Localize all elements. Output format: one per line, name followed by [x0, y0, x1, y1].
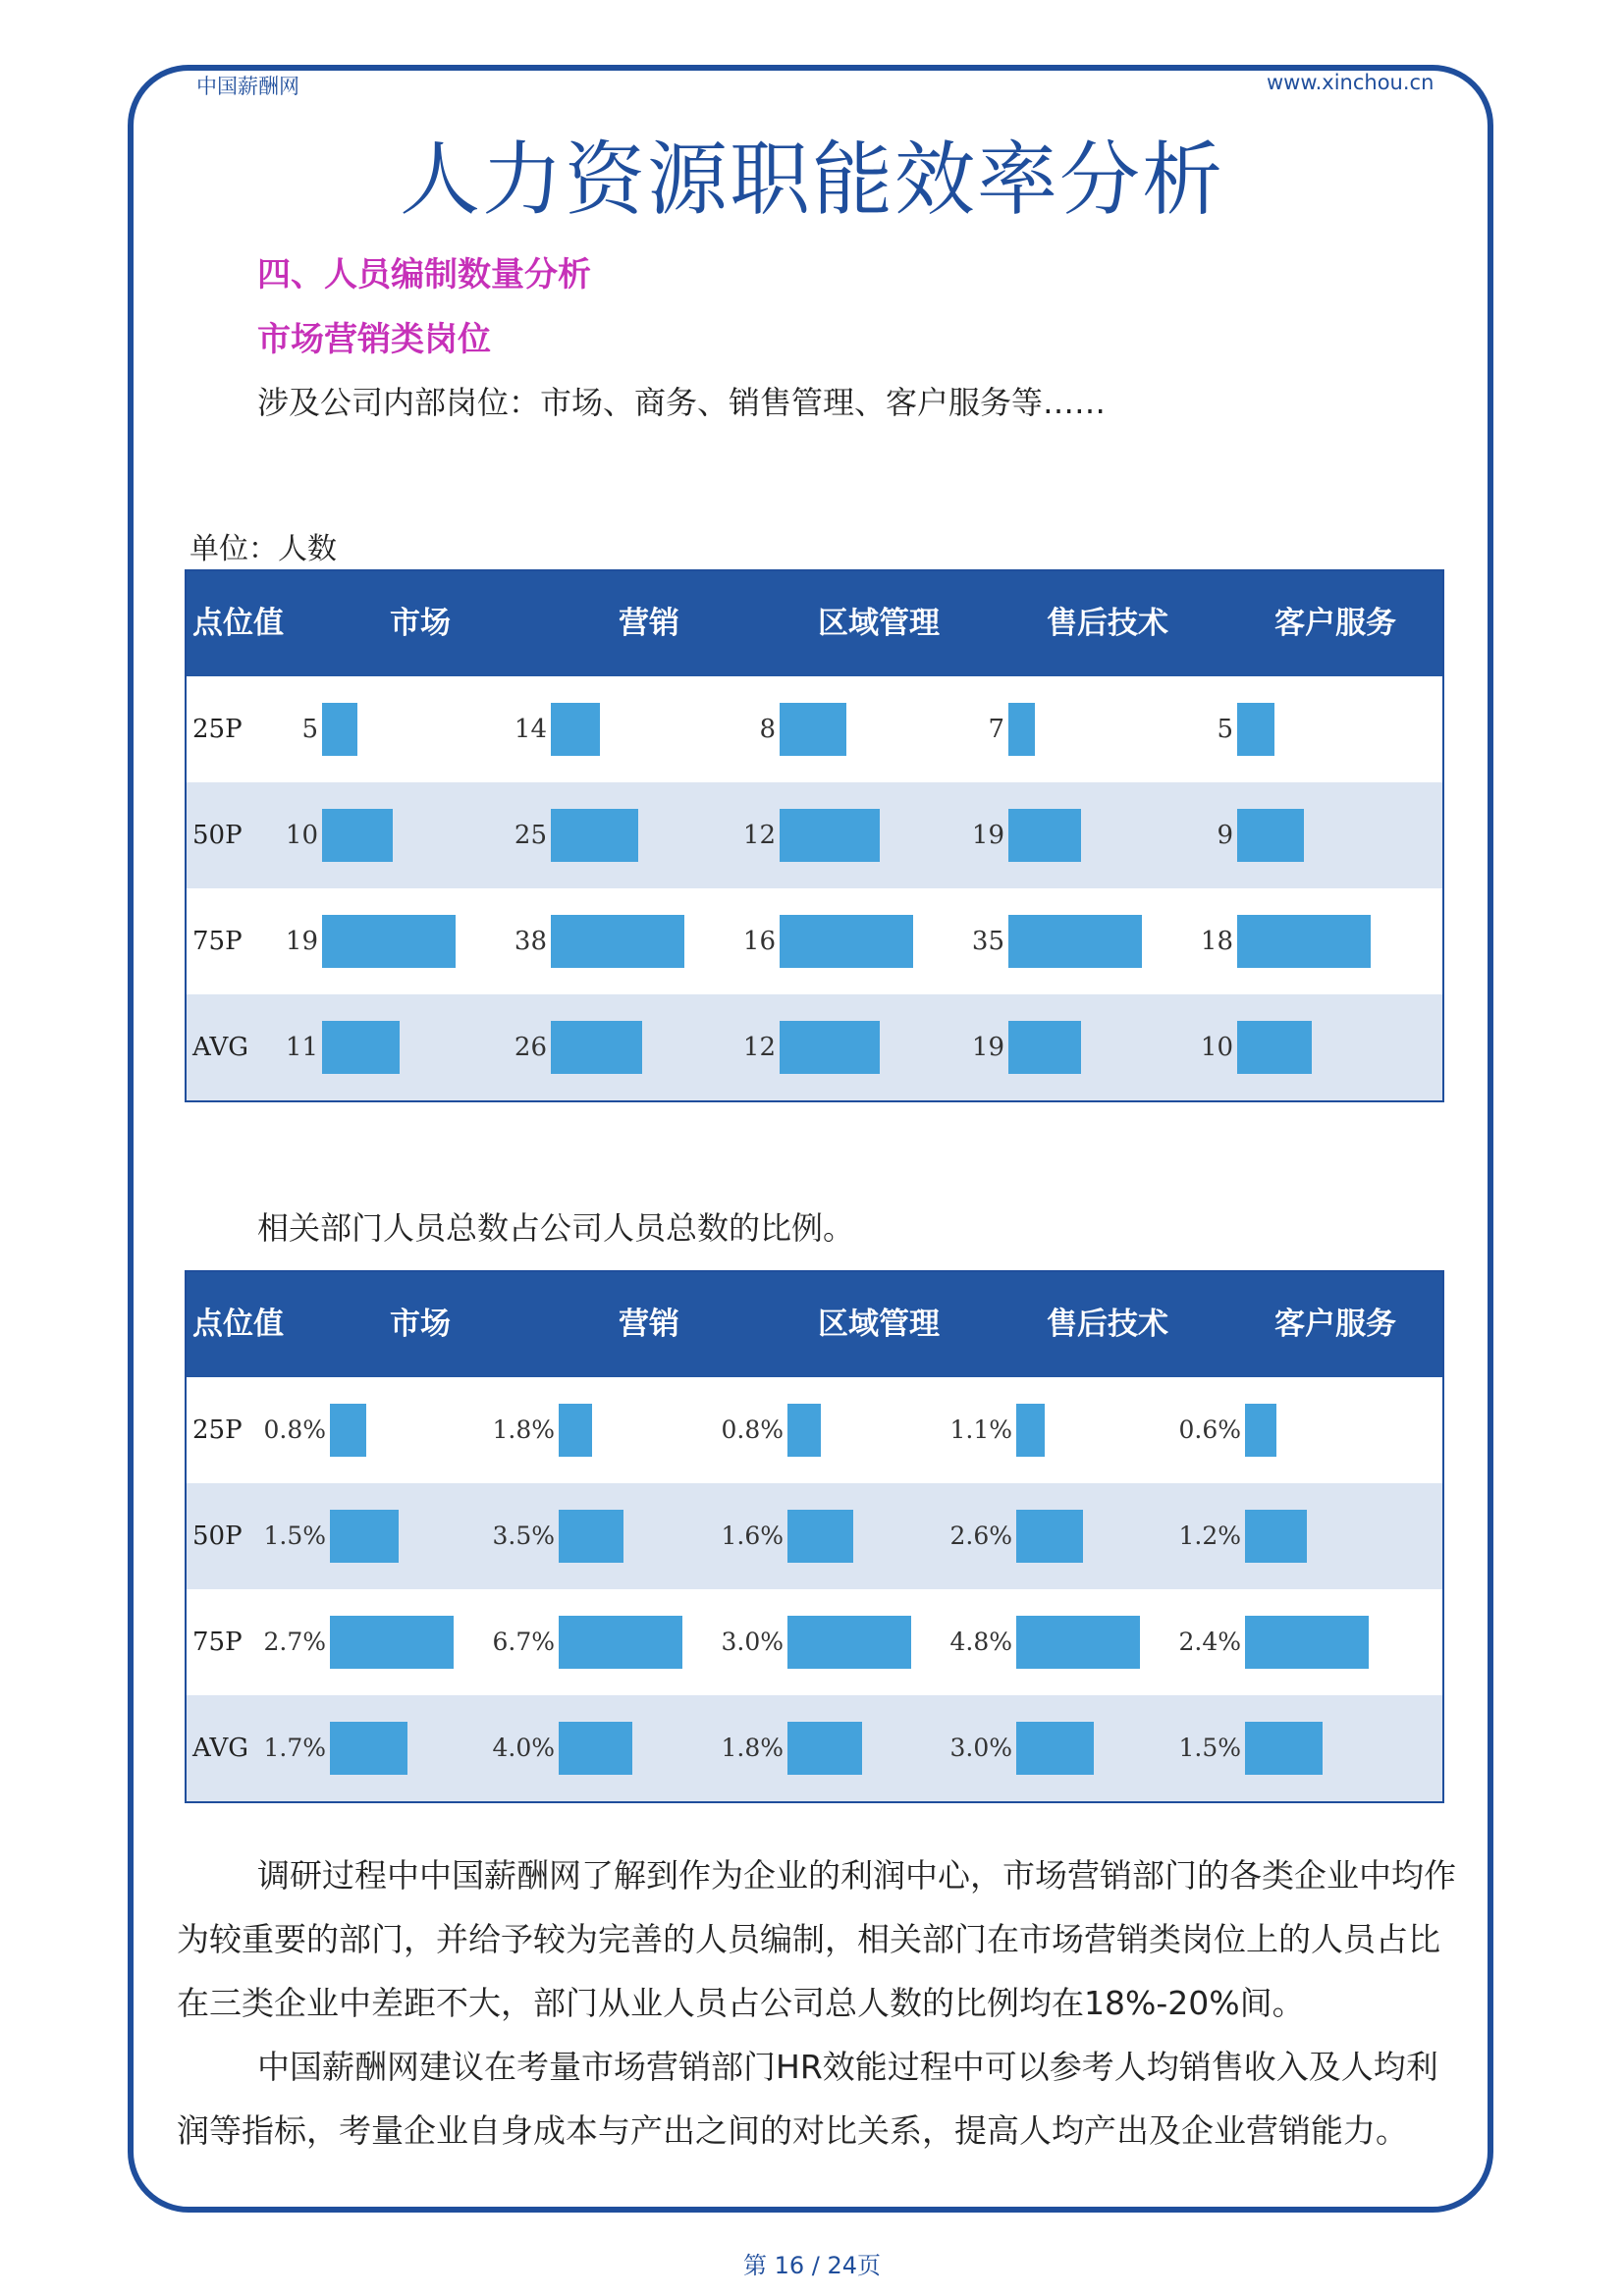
- table-cell: [674, 676, 901, 782]
- table-cell: [666, 1483, 893, 1589]
- data-bar: [322, 915, 456, 968]
- table-header: [187, 571, 1442, 676]
- paragraph: 调研过程中中国薪酬网了解到作为企业的利润中心，市场营销部门的各类企业中均作为较重要的部门，并给予较为完善的人员编制，相关部门在市场营销类岗位上的人员占比在三类企业中差距不大，部门从业人员占公司总人数的比例均在18%-20%间。: [177, 1856, 1456, 2022]
- cell-value: 35: [971, 927, 1004, 956]
- table-cell: [216, 676, 444, 782]
- table-row: [187, 782, 1442, 888]
- table-row: [187, 1695, 1442, 1801]
- column-header: 营销: [619, 606, 679, 641]
- table-row: [187, 1589, 1442, 1695]
- cell-value: 9: [1217, 821, 1233, 850]
- cell-value: 5: [301, 715, 318, 744]
- table-cell: [216, 888, 444, 994]
- table-body: [187, 1377, 1442, 1801]
- cell-value: 3.5%: [492, 1522, 555, 1550]
- column-header: 客户服务: [1274, 1307, 1396, 1342]
- table-cell: [894, 1589, 1122, 1695]
- table-cell: [1123, 1589, 1351, 1695]
- data-bar: [1245, 1510, 1307, 1563]
- cell-value: 6.7%: [492, 1628, 555, 1656]
- column-header: 客户服务: [1274, 606, 1396, 641]
- data-bar: [1008, 1021, 1081, 1074]
- column-header: 区域管理: [818, 1307, 940, 1342]
- table-header: [187, 1272, 1442, 1377]
- data-bar: [330, 1510, 399, 1563]
- table-cell: [1123, 1695, 1351, 1801]
- data-bar: [322, 703, 357, 756]
- table-row: [187, 994, 1442, 1100]
- ratio-caption: 相关部门人员总数占公司人员总数的比例。: [257, 1209, 855, 1247]
- table-cell: [216, 782, 444, 888]
- data-bar: [330, 1404, 366, 1457]
- data-bar: [559, 1404, 592, 1457]
- table-cell: [1123, 1377, 1351, 1483]
- sub-heading: 市场营销类岗位: [257, 320, 491, 359]
- ratio-table: [185, 1270, 1444, 1803]
- data-bar: [330, 1722, 407, 1775]
- table-cell: [1131, 888, 1359, 994]
- data-bar: [559, 1616, 682, 1669]
- table-cell: [437, 1377, 665, 1483]
- unit-label: 单位：人数: [189, 532, 337, 566]
- table-cell: [445, 888, 673, 994]
- table-row: [187, 888, 1442, 994]
- column-header: 售后技术: [1047, 1307, 1168, 1342]
- page-number: 第 16 / 24页: [742, 2252, 882, 2279]
- data-bar: [322, 1021, 400, 1074]
- cell-value: 19: [971, 821, 1004, 850]
- row-label: 25P: [192, 715, 243, 744]
- data-bar: [780, 1021, 880, 1074]
- cell-value: 0.8%: [721, 1415, 784, 1444]
- cell-value: 16: [742, 927, 776, 956]
- table-cell: [674, 994, 901, 1100]
- data-bar: [1237, 1021, 1312, 1074]
- table-cell: [902, 676, 1130, 782]
- cell-value: 11: [285, 1033, 318, 1062]
- cell-value: 1.1%: [949, 1415, 1012, 1444]
- cell-value: 1.7%: [263, 1734, 326, 1762]
- table-cell: [894, 1483, 1122, 1589]
- cell-value: 19: [285, 927, 318, 956]
- data-bar: [551, 915, 684, 968]
- data-bar: [787, 1722, 862, 1775]
- cell-value: 38: [514, 927, 547, 956]
- cell-value: 18: [1200, 927, 1233, 956]
- data-bar: [1016, 1616, 1140, 1669]
- cell-value: 1.5%: [1178, 1734, 1241, 1762]
- data-bar: [1008, 915, 1142, 968]
- table-cell: [1131, 994, 1359, 1100]
- cell-value: 26: [514, 1033, 547, 1062]
- headcount-table: [185, 569, 1444, 1102]
- table-cell: [208, 1589, 436, 1695]
- data-bar: [1016, 1404, 1045, 1457]
- data-bar: [1008, 703, 1035, 756]
- cell-value: 14: [514, 715, 547, 744]
- table-cell: [437, 1483, 665, 1589]
- table-cell: [902, 888, 1130, 994]
- table-cell: [894, 1377, 1122, 1483]
- table-cell: [666, 1695, 893, 1801]
- data-bar: [551, 703, 600, 756]
- column-header: 点位值: [192, 1307, 284, 1342]
- data-bar: [1245, 1404, 1276, 1457]
- data-bar: [322, 809, 393, 862]
- cell-value: 0.8%: [263, 1415, 326, 1444]
- table-cell: [902, 994, 1130, 1100]
- table-cell: [902, 782, 1130, 888]
- cell-value: 1.8%: [721, 1734, 784, 1762]
- data-bar: [1245, 1722, 1323, 1775]
- table-cell: [674, 888, 901, 994]
- column-header: 市场: [390, 606, 451, 641]
- row-label: 75P: [192, 927, 243, 956]
- data-bar: [780, 915, 913, 968]
- data-bar: [1245, 1616, 1369, 1669]
- data-bar: [1237, 809, 1304, 862]
- site-url: www.xinchou.cn: [1267, 71, 1435, 94]
- table-cell: [216, 994, 444, 1100]
- table-cell: [1131, 782, 1359, 888]
- cell-value: 2.4%: [1178, 1628, 1241, 1656]
- site-name: 中国薪酬网: [196, 75, 299, 98]
- row-label: 75P: [192, 1628, 243, 1657]
- column-header: 市场: [390, 1307, 451, 1342]
- analysis-text: [177, 1843, 1463, 2163]
- cell-value: 0.6%: [1178, 1415, 1241, 1444]
- cell-value: 2.6%: [949, 1522, 1012, 1550]
- table-cell: [437, 1589, 665, 1695]
- table-cell: [1131, 676, 1359, 782]
- row-label: 50P: [192, 1522, 243, 1551]
- positions-line: 涉及公司内部岗位：市场、商务、销售管理、客户服务等……: [257, 384, 1107, 421]
- table-cell: [674, 782, 901, 888]
- cell-value: 8: [759, 715, 776, 744]
- data-bar: [787, 1510, 853, 1563]
- table-cell: [666, 1377, 893, 1483]
- data-bar: [551, 1021, 642, 1074]
- paragraph: 中国薪酬网建议在考量市场营销部门HR效能过程中可以参考人均销售收入及人均利润等指标，考量企业自身成本与产出之间的对比关系，提高人均产出及企业营销能力。: [177, 2048, 1438, 2150]
- table-cell: [445, 994, 673, 1100]
- data-bar: [559, 1722, 632, 1775]
- data-bar: [1016, 1722, 1094, 1775]
- row-label: 25P: [192, 1415, 243, 1445]
- cell-value: 12: [742, 1033, 776, 1062]
- table-row: [187, 676, 1442, 782]
- data-bar: [780, 703, 846, 756]
- cell-value: 4.0%: [492, 1734, 555, 1762]
- table-cell: [208, 1377, 436, 1483]
- cell-value: 7: [988, 715, 1004, 744]
- table-cell: [208, 1695, 436, 1801]
- row-label: 50P: [192, 821, 243, 850]
- cell-value: 4.8%: [949, 1628, 1012, 1656]
- column-header: 点位值: [192, 606, 284, 641]
- data-bar: [559, 1510, 623, 1563]
- data-bar: [787, 1616, 911, 1669]
- row-label: AVG: [192, 1033, 249, 1062]
- table-cell: [894, 1695, 1122, 1801]
- table-cell: [445, 782, 673, 888]
- table-cell: [437, 1695, 665, 1801]
- table-cell: [1123, 1483, 1351, 1589]
- data-bar: [1008, 809, 1081, 862]
- cell-value: 10: [1200, 1033, 1233, 1062]
- column-header: 售后技术: [1047, 606, 1168, 641]
- cell-value: 1.6%: [721, 1522, 784, 1550]
- data-bar: [1016, 1510, 1083, 1563]
- data-bar: [551, 809, 638, 862]
- table-body: [187, 676, 1442, 1100]
- cell-value: 1.5%: [263, 1522, 326, 1550]
- table-row: [187, 1377, 1442, 1483]
- data-bar: [787, 1404, 821, 1457]
- cell-value: 5: [1217, 715, 1233, 744]
- cell-value: 12: [742, 821, 776, 850]
- data-bar: [780, 809, 880, 862]
- cell-value: 3.0%: [949, 1734, 1012, 1762]
- cell-value: 3.0%: [721, 1628, 784, 1656]
- data-bar: [330, 1616, 454, 1669]
- data-bar: [1237, 915, 1371, 968]
- column-header: 营销: [619, 1307, 679, 1342]
- row-label: AVG: [192, 1734, 249, 1763]
- cell-value: 2.7%: [263, 1628, 326, 1656]
- section-heading: 四、人员编制数量分析: [257, 255, 591, 294]
- cell-value: 1.2%: [1178, 1522, 1241, 1550]
- cell-value: 10: [285, 821, 318, 850]
- table-row: [187, 1483, 1442, 1589]
- table-cell: [208, 1483, 436, 1589]
- page-title: 人力资源职能效率分析: [399, 133, 1224, 227]
- column-header: 区域管理: [818, 606, 940, 641]
- table-cell: [666, 1589, 893, 1695]
- cell-value: 1.8%: [492, 1415, 555, 1444]
- cell-value: 19: [971, 1033, 1004, 1062]
- cell-value: 25: [514, 821, 547, 850]
- data-bar: [1237, 703, 1274, 756]
- table-cell: [445, 676, 673, 782]
